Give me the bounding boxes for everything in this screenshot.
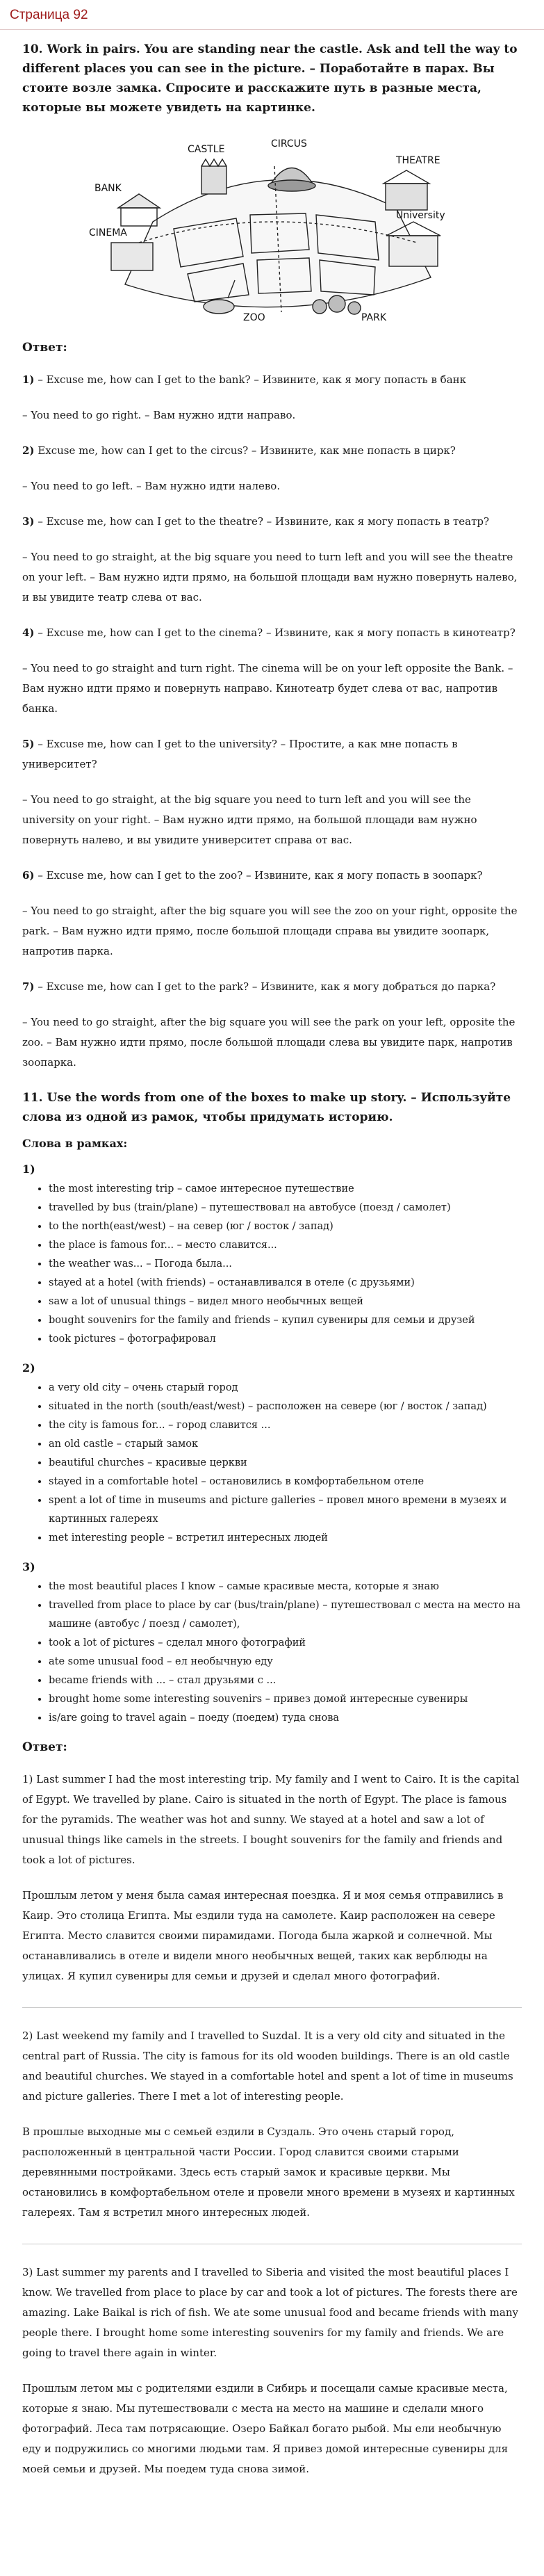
list-item: • the most beautiful places I know – самые красивые места, которые я знаю (49, 1578, 522, 1596)
dialog-question: 2) Excuse me, how can I get to the circus? – Извините, как мне попасть в цирк? (22, 444, 456, 457)
page-number-label: Страница 92 (0, 6, 544, 30)
list-item: • met interesting people – встретил интересных людей (49, 1529, 522, 1548)
dialog-answer: – You need to go straight, at the big square you need to turn left and you will see the university on your right. – Вам нужно идти прямо, на большой площади вам нужно повернуть налево, и вы увидите университет справа от вас. (22, 793, 477, 846)
list-item: • ate some unusual food – ел необычную еду (49, 1653, 522, 1671)
list-item: • an old castle – старый замок (49, 1435, 522, 1454)
list-item: • the place is famous for... – место славится... (49, 1236, 522, 1255)
dialog-question: 4) – Excuse me, how can I get to the cinema? – Извините, как я могу попасть в кинотеатр? (22, 626, 516, 639)
dialog-question: 5) – Excuse me, how can I get to the university? – Простите, а как мне попасть в университет? (22, 738, 458, 770)
dialog-question: 1) – Excuse me, how can I get to the bank? – Извините, как я могу попасть в банк (22, 373, 467, 386)
dialog-answer: – You need to go straight, after the big square you will see the zoo on your right, opposite the park. – Вам нужно идти прямо, после большой площади справа вы увидите зоопарк, напротив парка. (22, 905, 518, 957)
map-label-cinema: CINEMA (89, 227, 127, 238)
story-2-english: 2) Last weekend my family and I travelled to Suzdal. It is a very old city and situated in the central part of Russia. The city is famous for its old wooden buildings. There is an old castle and beautiful churches. We stayed in a comfortable hotel and spent a lot of time in museums and picture galleries. There I met a lot of interesting people. (22, 2030, 513, 2103)
list-item: • is/are going to travel again – поеду (поедем) туда снова (49, 1709, 522, 1728)
list-item: • to the north(east/west) – на север (юг / восток / запад) (49, 1217, 522, 1236)
list-item: • a very old city – очень старый город (49, 1379, 522, 1398)
dialog-question: 3) – Excuse me, how can I get to the theatre? – Извините, как я могу попасть в театр? (22, 515, 490, 528)
town-map-illustration (69, 124, 475, 321)
list-item: • the weather was... – Погода была... (49, 1255, 522, 1274)
map-label-zoo: ZOO (243, 312, 265, 321)
list-item: • travelled from place to place by car (bus/train/plane) – путешествовал с места на место на машине (автобус / поезд / самолет), (49, 1596, 522, 1634)
list-item: • situated in the north (south/east/west) – расположен на севере (юг / восток / запад) (49, 1398, 522, 1416)
list-item: • saw a lot of unusual things – видел много необычных вещей (49, 1293, 522, 1311)
task-11-answer-label: Ответ: (22, 1740, 67, 1754)
divider (22, 2007, 522, 2008)
boxes-label: Слова в рамках: (22, 1137, 128, 1150)
box-3-number: 3) (22, 1560, 35, 1573)
box-2-word-list (22, 1379, 522, 1548)
list-item: • travelled by bus (train/plane) – путешествовал на автобусе (поезд / самолет) (49, 1199, 522, 1217)
dialog-question: 7) – Excuse me, how can I get to the park? – Извините, как я могу добраться до парка? (22, 980, 496, 993)
town-map-drawing (69, 124, 475, 321)
box-1-word-list (22, 1180, 522, 1349)
task-10-title: 10. Work in pairs. You are standing near the castle. Ask and tell the way to different places you can see in the picture. – Поработайте в парах. Вы стоите возле замка. Спросите и расскажите путь в разные места, которые вы можете увидеть на картинке. (22, 42, 518, 115)
task-11-title: 11. Use the words from one of the boxes to make up story. – Используйте слова из одной из рамок, чтобы придумать историю. (22, 1091, 511, 1124)
list-item: • beautiful churches – красивые церкви (49, 1454, 522, 1473)
map-label-castle: CASTLE (188, 144, 225, 155)
list-item: • took pictures – фотографировал (49, 1330, 522, 1349)
list-item: • became friends with ... – стал друзьями с ... (49, 1671, 522, 1690)
list-item: • the most interesting trip – самое интересное путешествие (49, 1180, 522, 1199)
story-1-russian: Прошлым летом у меня была самая интересная поездка. Я и моя семья отправились в Каир. Это столица Египта. Мы ездили туда на самолете. Каир расположен на севере Египта. Место славится своими пирамидами. Погода была жаркой и солнечной. Мы останавливались в отеле и видели много необычных вещей, таких как верблюды на улицах. Я купил сувениры для семьи и друзей и сделал много фотографий. (22, 1889, 504, 1982)
map-label-university: University (396, 210, 445, 221)
box-2-number: 2) (22, 1361, 35, 1375)
task-10-dialogs (22, 370, 522, 1073)
dialog-answer: – You need to go straight and turn right. The cinema will be on your left opposite the Bank. – Вам нужно идти прямо и повернуть направо. Кинотеатр будет слева от вас, напротив банка. (22, 662, 513, 715)
story-1-english: 1) Last summer I had the most interesting trip. My family and I went to Cairo. It is the capital of Egypt. We travelled by plane. Cairo is situated in the north of Egypt. The place is famous for the pyramids. The weather was hot and sunny. We stayed at a hotel and saw a lot of unusual things like camels in the streets. I bought souvenirs for the family and friends and took a lot of pictures. (22, 1773, 520, 1866)
list-item: • brought home some interesting souvenirs – привез домой интересные сувениры (49, 1690, 522, 1709)
story-3-english: 3) Last summer my parents and I travelled to Siberia and visited the most beautiful places I know. We travelled from place to place by car and took a lot of pictures. The forests there are amazing. Lake Baikal is rich of fish. We ate some unusual food and became friends with many people there. I brought home some interesting souvenirs for my family and friends. We are going to travel there again in winter. (22, 2266, 518, 2359)
story-3-russian: Прошлым летом мы с родителями ездили в Сибирь и посещали самые красивые места, которые я знаю. Мы путешествовали с места на место на машине и сделали много фотографий. Леса там потрясающие. Озеро Байкал богато рыбой. Мы ели необычную еду и подружились со многими людьми там. Я привез домой интересные сувениры для моей семьи и друзей. Мы поедем туда снова зимой. (22, 2382, 509, 2475)
dialog-answer: – You need to go straight, after the big square you will see the park on your left, opposite the zoo. – Вам нужно идти прямо, после большой площади слева вы увидите парк, напротив зоопарка. (22, 1016, 516, 1069)
list-item: • the city is famous for... – город славится ... (49, 1416, 522, 1435)
list-item: • stayed at a hotel (with friends) – останавливался в отеле (с друзьями) (49, 1274, 522, 1293)
list-item: • bought souvenirs for the family and friends – купил сувениры для семьи и друзей (49, 1311, 522, 1330)
dialog-answer: – You need to go straight, at the big square you need to turn left and you will see the theatre on your left. – Вам нужно идти прямо, на большой площади вам нужно повернуть налево, и вы увидите театр слева от вас. (22, 551, 518, 604)
list-item: • spent a lot of time in museums and picture galleries – провел много времени в музеях и картинных галереях (49, 1491, 522, 1529)
dialog-question: 6) – Excuse me, how can I get to the zoo? – Извините, как я могу попасть в зоопарк? (22, 869, 483, 882)
box-1-number: 1) (22, 1163, 35, 1176)
map-label-circus: CIRCUS (271, 138, 307, 149)
task-10-answer-label: Ответ: (22, 341, 67, 355)
box-3-word-list (22, 1578, 522, 1728)
dialog-answer: – You need to go right. – Вам нужно идти направо. (22, 409, 296, 421)
map-label-park: PARK (361, 312, 387, 321)
story-2-russian: В прошлые выходные мы с семьей ездили в Суздаль. Это очень старый город, расположенный в центральной части России. Город славится своими старыми деревянными постройками. Здесь есть старый замок и красивые церкви. Мы остановились в комфортабельном отеле и провели много времени в музеях и картинных галереях. Там я встретил много интересных людей. (22, 2125, 515, 2219)
map-label-bank: BANK (94, 183, 122, 194)
map-label-theatre: THEATRE (396, 155, 440, 166)
list-item: • took a lot of pictures – сделал много фотографий (49, 1634, 522, 1653)
dialog-answer: – You need to go left. – Вам нужно идти налево. (22, 480, 281, 492)
list-item: • stayed in a comfortable hotel – остановились в комфортабельном отеле (49, 1473, 522, 1491)
